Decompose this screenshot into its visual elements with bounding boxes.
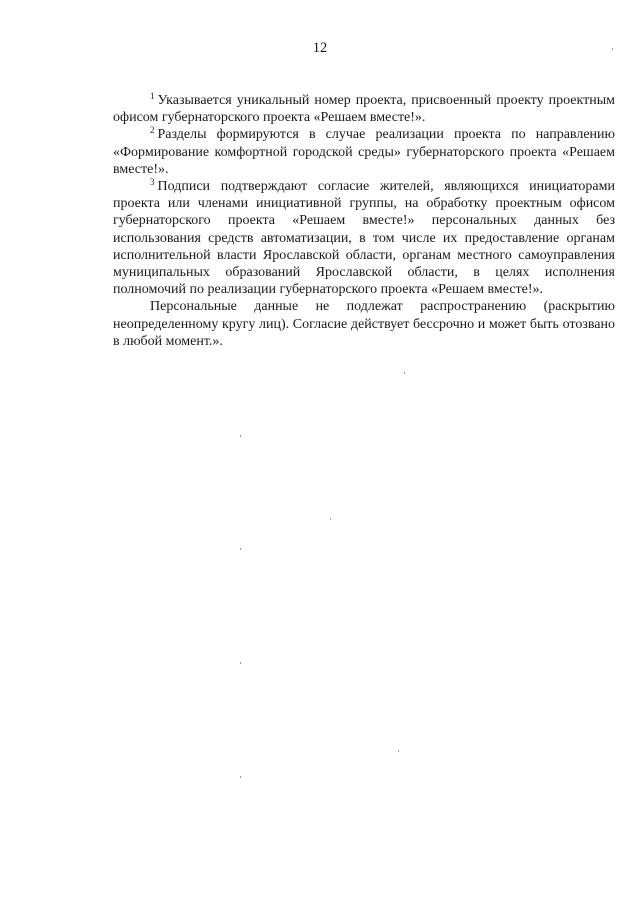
scan-speck bbox=[240, 548, 241, 550]
footnotes-block bbox=[113, 92, 615, 350]
footnote-1 bbox=[113, 92, 615, 126]
scan-speck bbox=[240, 662, 241, 664]
footnote-text: Разделы формируются в случае реализации проекта по направлению «Формирование комфортной городской среды» губернаторского проекта «Решаем вместе!». bbox=[113, 127, 615, 177]
scan-speck bbox=[398, 750, 399, 752]
paragraph-text: Персональные данные не подлежат распространению (раскрытию неопределенному кругу лиц). Согласие действует бессрочно и может быть отозвано в любой момент.». bbox=[113, 299, 615, 349]
footnote-text: Подписи подтверждают согласие жителей, являющихся инициаторами проекта или членами инициативной группы, на обработку проектным офисом губернаторского проекта «Решаем вместе!» персональных данных без использования средств автоматизации, в том числе их предоставление органам исполнительной власти Ярославской области, органам местного самоуправления муниципальных образований Ярославской области, в целях исполнения полномочий по реализации губернаторского проекта «Решаем вместе!». bbox=[113, 179, 615, 298]
scan-speck bbox=[240, 776, 241, 778]
footnote-2 bbox=[113, 126, 615, 178]
scan-speck bbox=[612, 48, 613, 50]
personal-data-paragraph bbox=[113, 298, 615, 350]
scan-speck bbox=[404, 372, 405, 374]
footnote-marker: 2 bbox=[150, 125, 155, 136]
footnote-text: Указывается уникальный номер проекта, присвоенный проекту проектным офисом губернаторского проекта «Решаем вместе!». bbox=[113, 93, 615, 126]
footnote-marker: 1 bbox=[150, 91, 155, 101]
footnote-3 bbox=[113, 178, 615, 298]
page-number: 12 bbox=[312, 40, 328, 56]
scan-speck bbox=[240, 435, 241, 437]
scan-speck bbox=[330, 518, 331, 520]
footnote-marker: 3 bbox=[150, 177, 155, 188]
